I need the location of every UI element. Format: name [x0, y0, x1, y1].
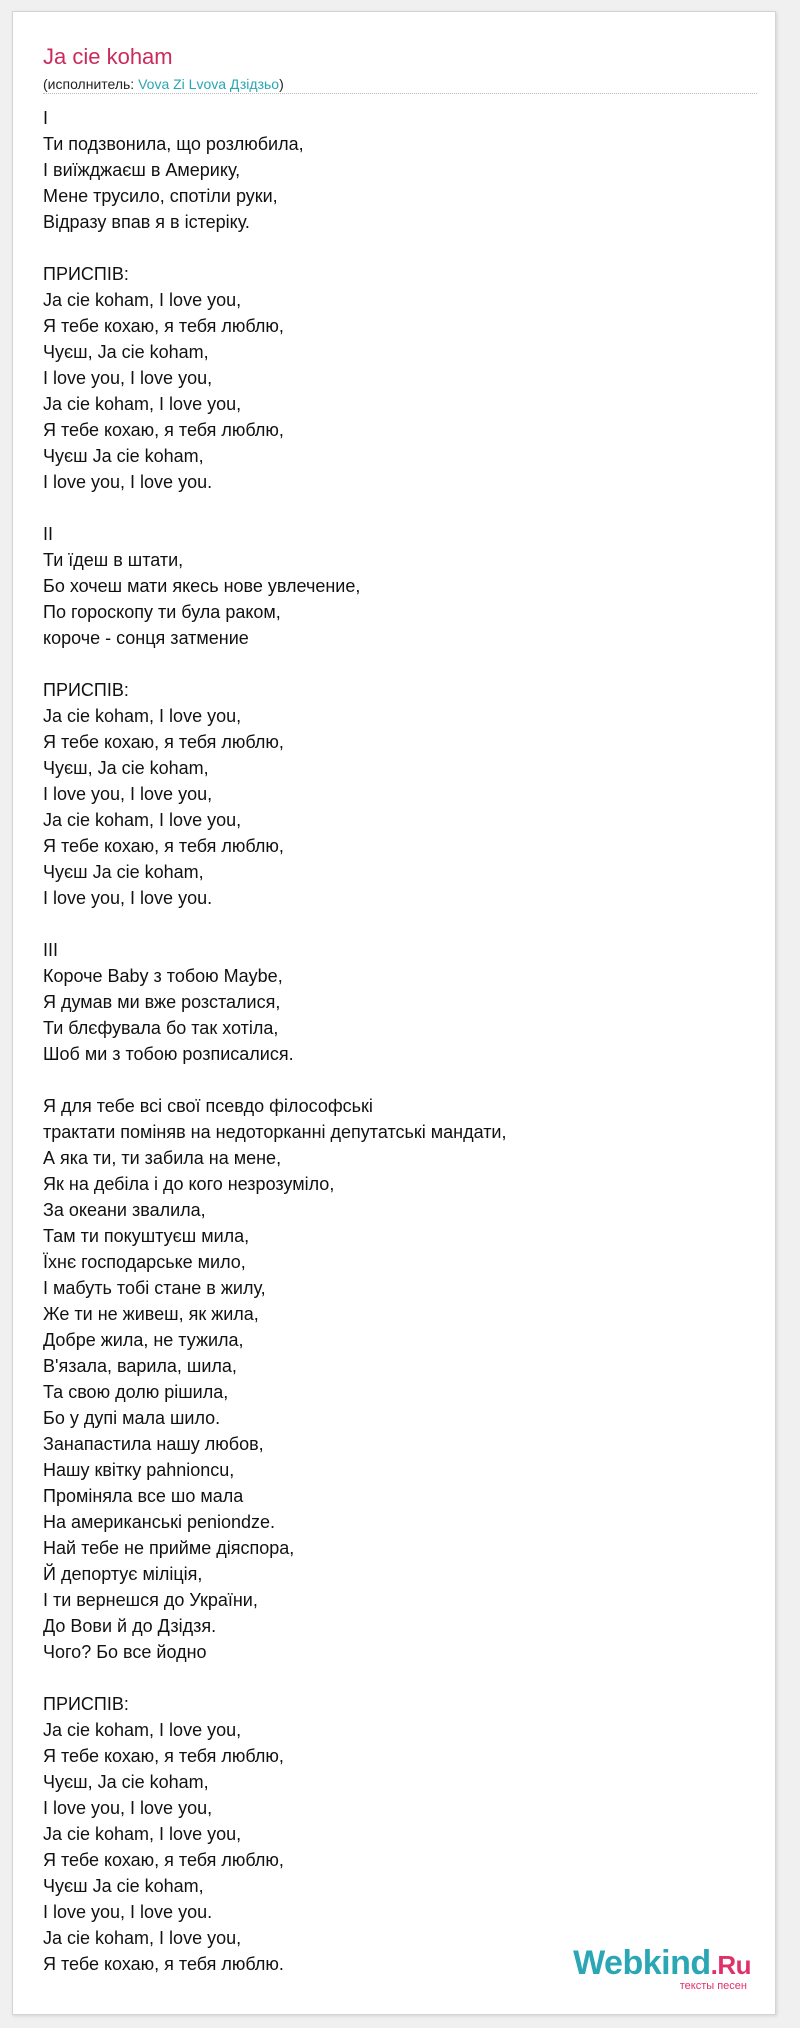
lyrics-line: Ти блєфувала бо так хотіла, — [43, 1018, 279, 1038]
lyrics-line: ПРИСПІВ: — [43, 1694, 129, 1714]
lyrics-line: I — [43, 108, 49, 128]
lyrics-page — [12, 11, 776, 2015]
lyrics-line: I love you, I love you, — [43, 784, 213, 804]
lyrics-line: Ja cie koham, I love you, — [43, 290, 242, 310]
lyrics-line: Й депортує міліція, — [43, 1564, 203, 1584]
lyrics-text — [43, 105, 757, 1977]
lyrics-line: По гороскопу ти була раком, — [43, 602, 281, 622]
logo-wordmark — [573, 1946, 751, 1982]
lyrics-line: Най тебе не прийме діяспора, — [43, 1538, 295, 1558]
lyrics-blank-line — [43, 651, 757, 677]
site-logo[interactable] — [573, 1946, 751, 1992]
lyrics-line: Чуєш, Ja cie koham, — [43, 758, 209, 778]
lyrics-line: ПРИСПІВ: — [43, 264, 129, 284]
logo-tagline: тексты песен — [679, 1980, 747, 1992]
lyrics-line: Відразу впав я в істеріку. — [43, 212, 250, 232]
lyrics-line: Я тебе кохаю, я тебя люблю, — [43, 836, 284, 856]
lyrics-blank-line — [43, 911, 757, 937]
lyrics-line: І мабуть тобі стане в жилу, — [43, 1278, 266, 1298]
lyrics-line: До Вови й до Дзідзя. — [43, 1616, 217, 1636]
lyrics-line: Як на дебіла і до кого незрозуміло, — [43, 1174, 335, 1194]
lyrics-line: Нашу квітку pahnioncu, — [43, 1460, 235, 1480]
lyrics-line: Там ти покуштуєш мила, — [43, 1226, 250, 1246]
lyrics-line: I love you, I love you, — [43, 368, 213, 388]
lyrics-line: I love you, I love you. — [43, 472, 213, 492]
lyrics-line: За океани звалила, — [43, 1200, 206, 1220]
lyrics-line: Бо у дупі мала шило. — [43, 1408, 221, 1428]
lyrics-line: Я думав ми вже розсталися, — [43, 992, 281, 1012]
lyrics-line: Бо хочеш мати якесь нове увлечение, — [43, 576, 361, 596]
lyrics-line: Чуєш Ja cie koham, — [43, 1876, 204, 1896]
lyrics-line: Же ти не живеш, як жила, — [43, 1304, 259, 1324]
lyrics-line: Мене трусило, спотіли руки, — [43, 186, 278, 206]
lyrics-line: Їхнє господарське мило, — [43, 1252, 246, 1272]
lyrics-line: I love you, I love you. — [43, 1902, 213, 1922]
lyrics-line: На американські peniondze. — [43, 1512, 276, 1532]
lyrics-line: II — [43, 524, 54, 544]
lyrics-line: Я для тебе всі свої псевдо філософські — [43, 1096, 373, 1116]
performer-prefix: (исполнитель: — [43, 76, 139, 92]
lyrics-line: Чого? Бо все йодно — [43, 1642, 207, 1662]
lyrics-line: Ja cie koham, I love you, — [43, 810, 242, 830]
lyrics-line: ПРИСПІВ: — [43, 680, 129, 700]
lyrics-line: I love you, I love you. — [43, 888, 213, 908]
lyrics-line: I love you, I love you, — [43, 1798, 213, 1818]
lyrics-line: Я тебе кохаю, я тебя люблю, — [43, 1746, 284, 1766]
lyrics-line: Шоб ми з тобою розписалися. — [43, 1044, 294, 1064]
lyrics-line: Ja cie koham, I love you, — [43, 1720, 242, 1740]
lyrics-line: Ти подзвонила, що розлюбила, — [43, 134, 304, 154]
lyrics-line: Занапастила нашу любов, — [43, 1434, 264, 1454]
lyrics-blank-line — [43, 495, 757, 521]
logo-brand: Webkind — [573, 1944, 711, 1982]
lyrics-line: Ja cie koham, I love you, — [43, 706, 242, 726]
lyrics-line: Чуєш Ja cie koham, — [43, 862, 204, 882]
performer-suffix: ) — [279, 76, 284, 92]
lyrics-line: Я тебе кохаю, я тебя люблю, — [43, 420, 284, 440]
lyrics-line: III — [43, 940, 59, 960]
lyrics-line: Короче Baby з тобою Maybe, — [43, 966, 283, 986]
lyrics-line: Я тебе кохаю, я тебя люблю. — [43, 1954, 284, 1974]
logo-tld: .Ru — [710, 1950, 751, 1980]
lyrics-line: трактати поміняв на недоторканні депутатські мандати, — [43, 1122, 507, 1142]
lyrics-blank-line — [43, 1665, 757, 1691]
lyrics-line: А яка ти, ти забила на мене, — [43, 1148, 282, 1168]
lyrics-line: Чуєш, Ja cie koham, — [43, 1772, 209, 1792]
lyrics-line: короче - сонця затмение — [43, 628, 249, 648]
title-divider — [43, 93, 757, 94]
song-title: Ja cie koham — [43, 44, 173, 69]
performer-line — [43, 75, 284, 93]
performer-link[interactable]: Vova Zi Lvova Дзідзьо — [138, 76, 280, 92]
lyrics-line: Та свою долю рішила, — [43, 1382, 229, 1402]
lyrics-line: Я тебе кохаю, я тебя люблю, — [43, 1850, 284, 1870]
lyrics-line: Ja cie koham, I love you, — [43, 1928, 242, 1948]
lyrics-line: Ja cie koham, I love you, — [43, 394, 242, 414]
lyrics-blank-line — [43, 1067, 757, 1093]
lyrics-line: Чуєш Ja cie koham, — [43, 446, 204, 466]
lyrics-line: Ти їдеш в штати, — [43, 550, 184, 570]
lyrics-line: Проміняла все шо мала — [43, 1486, 244, 1506]
lyrics-line: Добре жила, не тужила, — [43, 1330, 244, 1350]
lyrics-line: В'язала, варила, шила, — [43, 1356, 237, 1376]
lyrics-line: І ти вернешся до України, — [43, 1590, 258, 1610]
lyrics-line: І виїжджаєш в Америку, — [43, 160, 241, 180]
lyrics-line: Я тебе кохаю, я тебя люблю, — [43, 732, 284, 752]
lyrics-line: Чуєш, Ja cie koham, — [43, 342, 209, 362]
lyrics-line: Ja cie koham, I love you, — [43, 1824, 242, 1844]
lyrics-blank-line — [43, 235, 757, 261]
lyrics-line: Я тебе кохаю, я тебя люблю, — [43, 316, 284, 336]
